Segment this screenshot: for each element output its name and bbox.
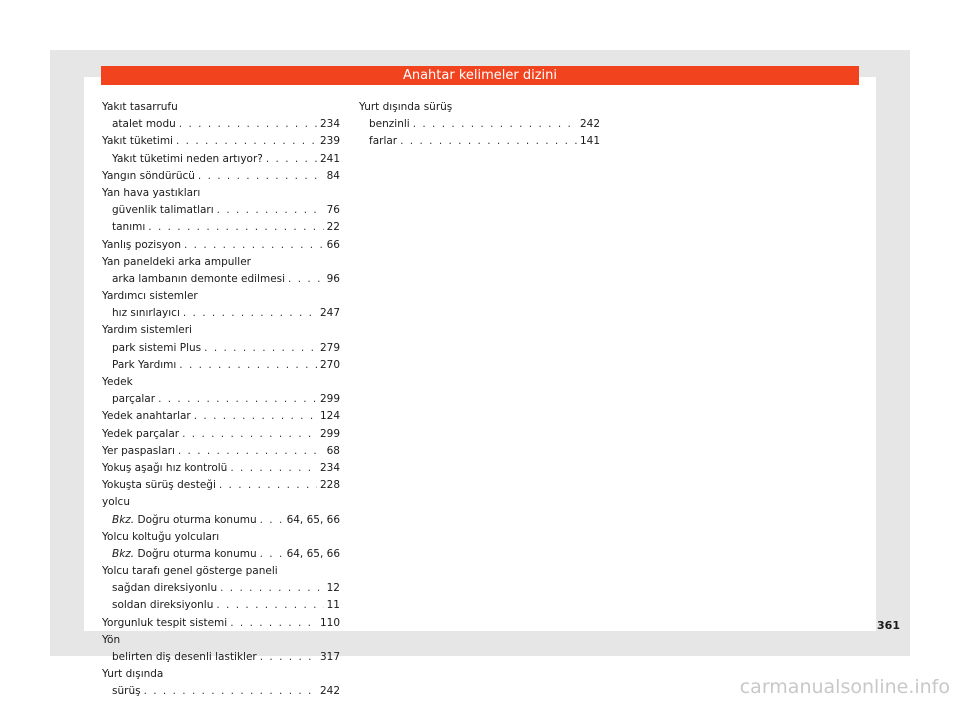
leader-dots (182, 426, 317, 443)
entry-label (102, 426, 179, 443)
entry-page: 64, 65, 66 (286, 513, 340, 526)
entry-page: 124 (319, 410, 340, 423)
index-subentry (102, 202, 340, 219)
index-subentry (102, 305, 340, 322)
entry-text: park sistemi Plus (112, 341, 202, 354)
entry-text: Park Yardımı (112, 358, 177, 371)
index-entry (102, 237, 340, 254)
entry-text: parçalar (112, 393, 156, 406)
entry-page: 96 (326, 272, 340, 285)
leader-dots (183, 305, 317, 322)
entry-page: 228 (319, 479, 340, 492)
index-entry (102, 168, 340, 185)
entry-text: atalet modu (112, 118, 176, 131)
entry-text: Yer paspasları (102, 444, 175, 457)
leader-dots (216, 597, 323, 614)
entry-text: güvenlik talimatları (112, 204, 214, 217)
page-number: 361 (877, 619, 900, 632)
entry-label (369, 116, 410, 133)
index-entry (102, 615, 340, 632)
index-subentry (102, 357, 340, 374)
entry-label: Yardım sistemleri (102, 324, 192, 337)
entry-text: sürüş (112, 685, 141, 698)
leader-dots (230, 460, 317, 477)
index-subentry (102, 580, 340, 597)
entry-page: 241 (319, 152, 340, 165)
entry-text: Yedek anahtarlar (102, 410, 191, 423)
index-entry (102, 477, 340, 494)
entry-label (102, 168, 195, 185)
entry-label: Yurt dışında sürüş (359, 101, 453, 113)
index-entry (102, 408, 340, 425)
entry-text: sağdan direksiyonlu (112, 582, 218, 595)
entry-text: Yokuşta sürüş desteği (102, 479, 216, 492)
index-subentry (359, 116, 600, 133)
entry-text: tanımı (112, 221, 146, 234)
entry-text: Yanlış pozisyon (102, 238, 181, 251)
leader-dots (184, 237, 324, 254)
index-subentry (102, 391, 340, 408)
entry-label: Yedek (102, 376, 133, 388)
leader-dots (413, 116, 577, 133)
entry-label (102, 133, 173, 150)
index-subentry (102, 116, 340, 133)
index-subentry (102, 649, 340, 666)
entry-text: benzinli (369, 118, 410, 131)
index-subentry (102, 546, 340, 563)
entry-page: 66 (326, 238, 340, 251)
leader-dots (176, 133, 317, 150)
entry-text: farlar (369, 135, 398, 148)
entry-text: Doğru oturma konumu (134, 513, 257, 526)
entry-page: 270 (319, 358, 340, 371)
leader-dots (217, 202, 324, 219)
entry-page: 68 (326, 444, 340, 457)
index-subentry (102, 340, 340, 357)
index-entry (102, 288, 340, 305)
watermark: carmanualsonline.info (739, 676, 950, 698)
entry-label (112, 391, 155, 408)
leader-dots (219, 477, 317, 494)
entry-text: soldan direksiyonlu (112, 599, 214, 612)
entry-page: 22 (326, 221, 340, 234)
index-entry (102, 185, 340, 202)
entry-text: Yakıt tüketimi neden artıyor? (112, 152, 263, 165)
entry-text: Yedek parçalar (102, 427, 180, 440)
leader-dots (260, 649, 317, 666)
index-subentry (102, 512, 340, 529)
entry-page: 239 (319, 135, 340, 148)
entry-label: Yakıt tasarrufu (102, 101, 178, 113)
index-entry (102, 322, 340, 339)
entry-label (112, 116, 176, 133)
index-subentry (102, 271, 340, 288)
entry-page: 11 (326, 599, 340, 612)
index-entry (102, 133, 340, 150)
leader-dots (260, 546, 284, 563)
section-header: Anahtar kelimeler dizini (101, 66, 859, 85)
entry-page: 242 (579, 118, 600, 131)
index-entry (102, 529, 340, 546)
index-entry (102, 443, 340, 460)
index-subentry (102, 151, 340, 168)
entry-label (102, 615, 227, 632)
leader-dots (198, 168, 324, 185)
entry-label (112, 683, 141, 700)
entry-label (112, 271, 285, 288)
leader-dots (230, 615, 317, 632)
leader-dots (179, 357, 317, 374)
entry-label (112, 202, 214, 219)
leader-dots (220, 580, 324, 597)
leader-dots (400, 133, 577, 150)
entry-page: 247 (319, 307, 340, 320)
leader-dots (178, 443, 324, 460)
index-column-right (359, 99, 600, 151)
entry-text: Yorgunluk tespit sistemi (102, 616, 228, 629)
entry-see-prefix: Bkz. (112, 513, 135, 526)
entry-label: Yön (102, 633, 121, 646)
entry-label: Yan paneldeki arka ampuller (102, 255, 251, 268)
entry-text: hız sınırlayıcı (112, 307, 180, 320)
index-entry (102, 494, 340, 511)
entry-label (102, 408, 191, 425)
entry-text: Yokuş aşağı hız kontrolü (102, 461, 228, 474)
index-entry (102, 374, 340, 391)
entry-page: 234 (319, 461, 340, 474)
entry-page: 234 (319, 118, 340, 131)
entry-label (112, 340, 201, 357)
leader-dots (148, 219, 323, 236)
entry-label (102, 237, 181, 254)
entry-label (112, 580, 217, 597)
entry-label (102, 443, 175, 460)
entry-page: 141 (579, 135, 600, 148)
index-entry (359, 99, 600, 116)
leader-dots (158, 391, 317, 408)
entry-text: Doğru oturma konumu (134, 547, 257, 560)
entry-label: Yolcu tarafı genel gösterge paneli (102, 565, 278, 578)
leader-dots (266, 151, 317, 168)
index-entry (102, 460, 340, 477)
entry-label (112, 305, 180, 322)
index-subentry (102, 219, 340, 236)
index-subentry (359, 133, 600, 150)
entry-label: Yolcu koltuğu yolcuları (102, 530, 220, 543)
index-entry (102, 666, 340, 683)
entry-text: Yangın söndürücü (102, 169, 195, 182)
entry-label (112, 597, 213, 614)
entry-label (112, 151, 263, 168)
index-column-left (102, 99, 340, 701)
entry-page: 64, 65, 66 (286, 547, 340, 560)
leader-dots (288, 271, 324, 288)
entry-page: 84 (326, 169, 340, 182)
entry-label (112, 512, 257, 529)
entry-page: 242 (319, 685, 340, 698)
leader-dots (194, 408, 317, 425)
entry-label (112, 546, 257, 563)
entry-text: arka lambanın demonte edilmesi (112, 272, 286, 285)
entry-see-prefix: Bkz. (112, 547, 135, 560)
index-entry (102, 254, 340, 271)
entry-label (102, 460, 227, 477)
leader-dots (204, 340, 317, 357)
entry-label: Yurt dışında (102, 668, 164, 681)
entry-text: Yakıt tüketimi (102, 135, 173, 148)
index-entry (102, 426, 340, 443)
entry-label: Yan hava yastıkları (102, 186, 201, 199)
entry-label: yolcu (102, 496, 130, 509)
entry-page: 12 (326, 582, 340, 595)
entry-page: 76 (326, 204, 340, 217)
entry-label (369, 133, 397, 150)
entry-page: 317 (319, 651, 340, 663)
leader-dots (144, 683, 317, 700)
entry-page: 299 (319, 393, 340, 406)
index-subentry (102, 597, 340, 614)
entry-page: 299 (319, 427, 340, 440)
entry-label (112, 649, 257, 666)
index-entry (102, 99, 340, 116)
leader-dots (179, 116, 317, 133)
entry-label: Yardımcı sistemler (102, 290, 198, 303)
entry-page: 279 (319, 341, 340, 354)
entry-label (102, 477, 216, 494)
entry-label (112, 219, 145, 236)
index-entry (102, 632, 340, 649)
entry-text: belirten diş desenli lastikler (112, 651, 257, 663)
index-entry (102, 563, 340, 580)
entry-label (112, 357, 176, 374)
entry-page: 110 (319, 616, 340, 629)
leader-dots (260, 512, 284, 529)
index-subentry (102, 683, 340, 700)
